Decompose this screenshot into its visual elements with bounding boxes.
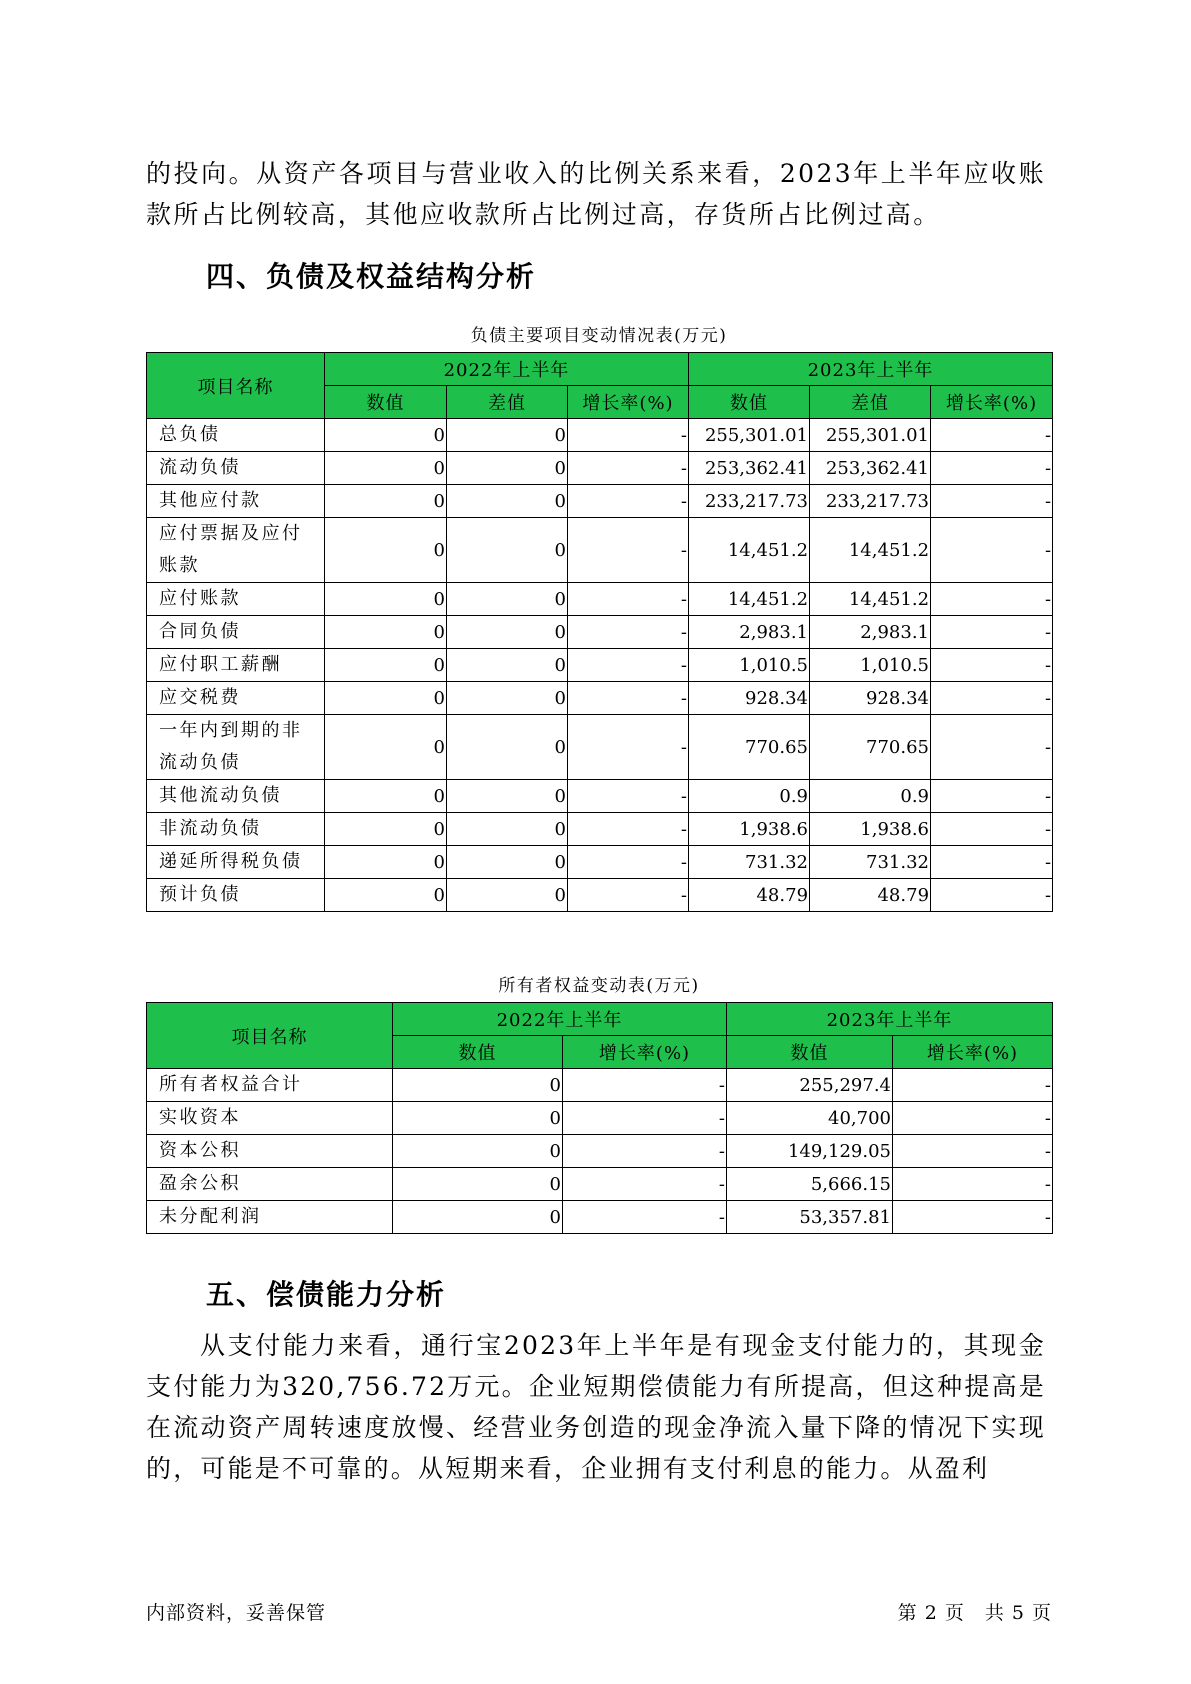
table-row [147,616,1053,649]
table-row [147,419,1053,452]
cell-v2023: 1,938.6 [689,813,810,846]
cell-d2023: 2,983.1 [810,616,931,649]
cell-g2022: - [568,780,689,813]
cell-g2023: - [931,780,1053,813]
cell-g2022: - [568,583,689,616]
cell-v2023: 14,451.2 [689,583,810,616]
period-2022-header: 2022年上半年 [325,353,689,386]
cell-v2022: 0 [325,780,447,813]
item-name: 应交税费 [147,682,325,715]
cell-g2023: - [931,452,1053,485]
cell-v2023: 149,129.05 [727,1135,893,1168]
table-row [147,1069,1053,1102]
cell-v2022: 0 [325,452,447,485]
cell-d2022: 0 [447,879,568,912]
item-name: 合同负债 [147,616,325,649]
cell-g2022: - [568,879,689,912]
cell-v2022: 0 [325,846,447,879]
cell-g2022: - [563,1168,727,1201]
cell-g2023: - [893,1168,1053,1201]
cell-g2022: - [568,649,689,682]
cell-g2023: - [931,846,1053,879]
cell-v2023: 255,301.01 [689,419,810,452]
cell-g2022: - [568,452,689,485]
cell-g2022: - [563,1135,727,1168]
cell-d2022: 0 [447,485,568,518]
table-row [147,780,1053,813]
table-row [147,1201,1053,1234]
cell-d2022: 0 [447,452,568,485]
cell-d2022: 0 [447,846,568,879]
cell-v2022: 0 [393,1102,563,1135]
cell-g2023: - [893,1201,1053,1234]
cell-g2022: - [563,1102,727,1135]
item-name: 应付票据及应付账款 [147,518,325,583]
cell-g2023: - [931,649,1053,682]
cell-g2023: - [931,715,1053,780]
table-row [147,583,1053,616]
section5-paragraph: 从支付能力来看，通行宝2023年上半年是有现金支付能力的，其现金支付能力为320,756.72万元。企业短期偿债能力有所提高，但这种提高是在流动资产周转速度放慢、经营业务创造的现金净流入量下降的情况下实现的，可能是不可靠的。从短期来看，企业拥有支付利息的能力。从盈利 [146,1331,1046,1483]
growth-col-header: 增长率(%) [931,386,1053,419]
table-row [147,1102,1053,1135]
cell-v2023: 1,010.5 [689,649,810,682]
value-col-header: 数值 [325,386,447,419]
table-row [147,452,1053,485]
item-name: 非流动负债 [147,813,325,846]
cell-v2023: 253,362.41 [689,452,810,485]
period-2022-header: 2022年上半年 [393,1003,727,1036]
cell-v2022: 0 [393,1135,563,1168]
cell-g2023: - [893,1135,1053,1168]
cell-v2022: 0 [393,1201,563,1234]
cell-g2023: - [931,419,1053,452]
cell-g2022: - [568,485,689,518]
cell-v2022: 0 [325,518,447,583]
table-row [147,813,1053,846]
cell-g2023: - [931,682,1053,715]
item-name: 实收资本 [147,1102,393,1135]
cell-d2022: 0 [447,813,568,846]
growth-col-header: 增长率(%) [563,1036,727,1069]
cell-g2023: - [931,813,1053,846]
value-col-header: 数值 [393,1036,563,1069]
cell-d2023: 928.34 [810,682,931,715]
table-row [147,485,1053,518]
cell-v2023: 233,217.73 [689,485,810,518]
period-2023-header: 2023年上半年 [727,1003,1053,1036]
table-row [147,715,1053,780]
item-name-header: 项目名称 [147,1003,393,1069]
footer-page-number: 第 2 页 共 5 页 [897,1602,1052,1624]
cell-g2023: - [893,1102,1053,1135]
table-row [147,879,1053,912]
cell-d2022: 0 [447,518,568,583]
value-col-header: 数值 [727,1036,893,1069]
cell-g2022: - [563,1069,727,1102]
cell-v2022: 0 [325,813,447,846]
period-2023-header: 2023年上半年 [689,353,1053,386]
cell-d2022: 0 [447,682,568,715]
liabilities-table-caption: 负债主要项目变动情况表(万元) [470,326,728,346]
cell-v2022: 0 [325,485,447,518]
cell-g2023: - [931,583,1053,616]
cell-d2022: 0 [447,616,568,649]
table-row [147,1168,1053,1201]
cell-v2023: 255,297.4 [727,1069,893,1102]
cell-g2023: - [931,518,1053,583]
cell-d2023: 770.65 [810,715,931,780]
cell-g2022: - [568,616,689,649]
item-name: 其他流动负债 [147,780,325,813]
cell-d2022: 0 [447,715,568,780]
cell-g2023: - [931,616,1053,649]
cell-v2022: 0 [325,616,447,649]
cell-v2023: 5,666.15 [727,1168,893,1201]
cell-g2022: - [568,846,689,879]
intro-paragraph: 的投向。从资产各项目与营业收入的比例关系来看，2023年上半年应收账款所占比例较高，其他应收款所占比例过高，存货所占比例过高。 [146,159,1046,229]
item-name: 其他应付款 [147,485,325,518]
item-name-header: 项目名称 [147,353,325,419]
value-col-header: 数值 [689,386,810,419]
cell-v2023: 731.32 [689,846,810,879]
cell-g2022: - [568,715,689,780]
cell-d2023: 731.32 [810,846,931,879]
cell-v2022: 0 [393,1168,563,1201]
table-row [147,682,1053,715]
cell-g2022: - [568,682,689,715]
footer-confidential-note: 内部资料，妥善保管 [146,1602,327,1624]
diff-col-header: 差值 [810,386,931,419]
item-name: 总负债 [147,419,325,452]
cell-d2022: 0 [447,780,568,813]
equity-table [146,1002,1053,1234]
cell-g2023: - [893,1069,1053,1102]
cell-v2023: 40,700 [727,1102,893,1135]
item-name: 盈余公积 [147,1168,393,1201]
growth-col-header: 增长率(%) [568,386,689,419]
cell-d2023: 1,938.6 [810,813,931,846]
cell-g2022: - [568,518,689,583]
cell-d2023: 14,451.2 [810,583,931,616]
item-name: 流动负债 [147,452,325,485]
cell-v2023: 48.79 [689,879,810,912]
item-name: 所有者权益合计 [147,1069,393,1102]
cell-v2023: 14,451.2 [689,518,810,583]
item-name: 递延所得税负债 [147,846,325,879]
cell-d2022: 0 [447,419,568,452]
cell-v2022: 0 [325,649,447,682]
item-name: 资本公积 [147,1135,393,1168]
cell-v2023: 928.34 [689,682,810,715]
cell-v2022: 0 [325,419,447,452]
table-row [147,1135,1053,1168]
table-row [147,649,1053,682]
cell-d2022: 0 [447,583,568,616]
item-name: 预计负债 [147,879,325,912]
table-row [147,518,1053,583]
cell-v2023: 2,983.1 [689,616,810,649]
cell-g2022: - [568,813,689,846]
cell-g2023: - [931,879,1053,912]
cell-d2023: 48.79 [810,879,931,912]
liabilities-table [146,352,1053,912]
cell-g2022: - [563,1201,727,1234]
cell-d2023: 253,362.41 [810,452,931,485]
cell-d2023: 233,217.73 [810,485,931,518]
cell-v2022: 0 [325,583,447,616]
cell-v2022: 0 [325,682,447,715]
section4-heading: 四、负债及权益结构分析 [206,260,537,293]
section5-heading: 五、偿债能力分析 [206,1278,447,1311]
item-name: 应付账款 [147,583,325,616]
cell-d2023: 255,301.01 [810,419,931,452]
cell-d2022: 0 [447,649,568,682]
diff-col-header: 差值 [447,386,568,419]
item-name: 一年内到期的非流动负债 [147,715,325,780]
cell-g2023: - [931,485,1053,518]
cell-v2022: 0 [393,1069,563,1102]
cell-d2023: 1,010.5 [810,649,931,682]
cell-g2022: - [568,419,689,452]
cell-d2023: 14,451.2 [810,518,931,583]
cell-v2022: 0 [325,879,447,912]
item-name: 未分配利润 [147,1201,393,1234]
growth-col-header: 增长率(%) [893,1036,1053,1069]
cell-v2022: 0 [325,715,447,780]
cell-v2023: 0.9 [689,780,810,813]
cell-d2023: 0.9 [810,780,931,813]
cell-v2023: 770.65 [689,715,810,780]
cell-v2023: 53,357.81 [727,1201,893,1234]
item-name: 应付职工薪酬 [147,649,325,682]
table-row [147,846,1053,879]
equity-table-caption: 所有者权益变动表(万元) [498,976,700,996]
